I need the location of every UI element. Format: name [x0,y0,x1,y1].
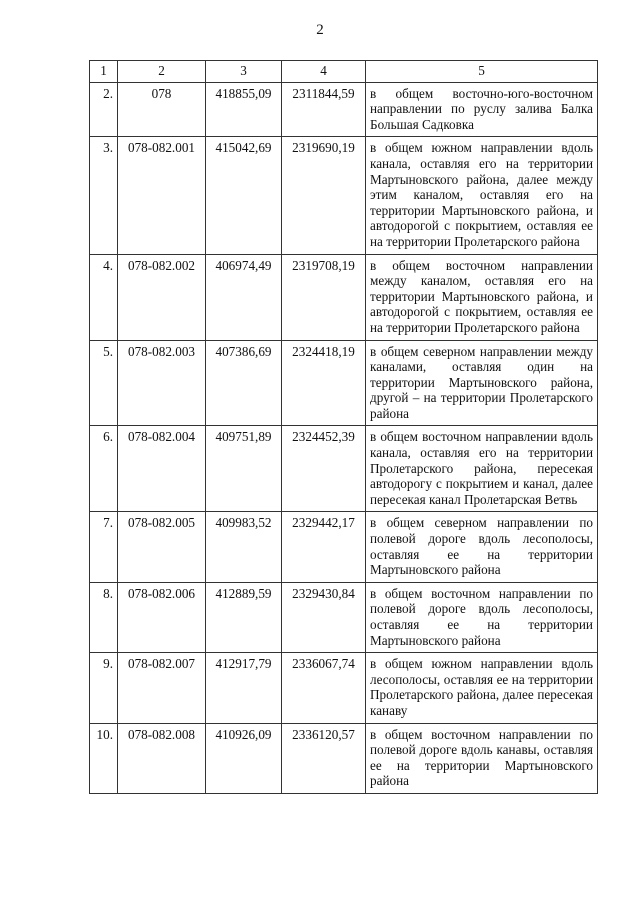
description-text: в общем южном направлении вдоль канала, оставляя его на территории Мартыновского района, далее между этим каналом, оставляя его на территории Мартыновского района, и автодорогой с покрытием, оставляя ее на территории Пролетарского района [370,140,593,249]
description-text: в общем восточном направлении вдоль канала, оставляя его на территории Пролетарского района, пересекая автодорогу с покрытием и канал, далее пересекая канал Пролетарская Ветвь [370,429,593,507]
table-row [90,340,598,426]
x-coordinate: 410926,09 [206,723,282,793]
row-number: 4. [90,254,118,340]
table-row [90,82,598,137]
description-text: в общем восточном направлении по полевой дороге вдоль канавы, оставляя ее на территории Мартыновского района [370,726,593,789]
table-row [90,582,598,652]
table-row [90,512,598,582]
description-text: в общем северном направлении между каналами, оставляя один на территории Мартыновского района, другой – на территории Пролетарского района [370,343,593,421]
point-code: 078-082.003 [118,340,206,426]
row-number: 6. [90,426,118,512]
boundary-description [366,723,598,793]
boundary-description [366,582,598,652]
x-coordinate: 409983,52 [206,512,282,582]
point-code: 078-082.008 [118,723,206,793]
y-coordinate: 2311844,59 [282,82,366,137]
row-number: 10. [90,723,118,793]
boundary-description [366,82,598,137]
table-row [90,653,598,723]
point-code: 078-082.007 [118,653,206,723]
x-coordinate: 412917,79 [206,653,282,723]
x-coordinate: 412889,59 [206,582,282,652]
boundary-table [89,60,598,794]
y-coordinate: 2336120,57 [282,723,366,793]
row-number: 3. [90,137,118,254]
header-row [90,61,598,83]
y-coordinate: 2324418,19 [282,340,366,426]
boundary-description [366,137,598,254]
y-coordinate: 2336067,74 [282,653,366,723]
point-code: 078-082.005 [118,512,206,582]
x-coordinate: 409751,89 [206,426,282,512]
y-coordinate: 2319708,19 [282,254,366,340]
description-text: в общем южном направлении вдоль лесополосы, оставляя ее на территории Пролетарского района, далее пересекая канаву [370,656,593,718]
header-cell-3: 3 [206,61,282,83]
y-coordinate: 2329430,84 [282,582,366,652]
point-code: 078-082.002 [118,254,206,340]
boundary-description [366,340,598,426]
header-cell-2: 2 [118,61,206,83]
x-coordinate: 418855,09 [206,82,282,137]
header-cell-5: 5 [366,61,598,83]
x-coordinate: 406974,49 [206,254,282,340]
x-coordinate: 415042,69 [206,137,282,254]
x-coordinate: 407386,69 [206,340,282,426]
description-text: в общем северном направлении по полевой дороге вдоль лесополосы, оставляя ее на территории Мартыновского района [370,515,593,578]
point-code: 078-082.004 [118,426,206,512]
table-row [90,426,598,512]
row-number: 2. [90,82,118,137]
description-text: в общем восточном направлении по полевой дороге вдоль лесополосы, оставляя ее на территории Мартыновского района [370,585,593,648]
y-coordinate: 2319690,19 [282,137,366,254]
boundary-description [366,653,598,723]
point-code: 078-082.006 [118,582,206,652]
description-text: в общем восточно-юго-восточном направлении по руслу залива Балка Большая Садковка [370,85,593,132]
header-cell-4: 4 [282,61,366,83]
y-coordinate: 2329442,17 [282,512,366,582]
table-row [90,137,598,254]
boundary-description [366,426,598,512]
row-number: 7. [90,512,118,582]
row-number: 5. [90,340,118,426]
boundary-description [366,512,598,582]
point-code: 078-082.001 [118,137,206,254]
row-number: 9. [90,653,118,723]
row-number: 8. [90,582,118,652]
header-cell-1: 1 [90,61,118,83]
table-row [90,254,598,340]
y-coordinate: 2324452,39 [282,426,366,512]
point-code: 078 [118,82,206,137]
table-row [90,723,598,793]
boundary-description [366,254,598,340]
page-number: 2 [316,22,324,38]
description-text: в общем восточном направлении между каналом, оставляя его на территории Мартыновского района, и автодорогой с покрытием, оставляя ее на территории Пролетарского района [370,257,593,335]
